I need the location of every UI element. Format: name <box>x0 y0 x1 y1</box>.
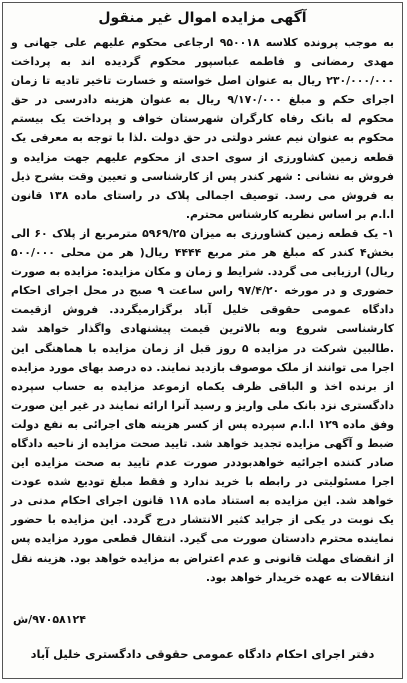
reference-number: ۹۷۰۵۸۱۲۴/ش <box>13 613 86 626</box>
auction-notice <box>2 2 403 679</box>
issuer-signature: دفتر اجرای احکام دادگاه عمومی حقوقی دادگستری خلیل آباد <box>30 647 375 661</box>
notice-paragraph-intro: به موجب پرونده کلاسه ۹۵۰۰۱۸ ارجاعی محکوم علیهم علی جهانی و مهدی رمضانی و فاطمه عباسپور محکوم گردیده اند به پرداخت ۲۳۰/۰۰۰/۰۰۰ ریال به عنوان اصل خواسته و خسارت تاخیر تادیه تا زمان اجرای حکم و مبلغ ۹/۱۷۰/۰۰۰ ریال به عنوان هزینه دادرسی در حق محکوم له بانک رفاه کارگران شهرستان خواف و پرداخت یک بیستم محکوم به عنوان نیم عشر دولتی در حق دولت .لذا با توجه به معرفی یک قطعه زمین کشاورزی از سوی احدی از محکوم علیهم جهت مزایده و فروش به نشانی : شهر کندر پس از کارشناسی و تعیین وقت بشرح ذیل به فروش می رسد. توصیف اجمالی پلاک در راستای ماده ۱۳۸ قانون ا.ا.م بر اساس نظریه کارشناس محترم. <box>11 36 394 221</box>
notice-body <box>11 33 394 587</box>
notice-paragraph-terms: ۱- یک قطعه زمین کشاورزی به میزان ۵۹۶۹/۲۵ مترمربع از پلاک ۶۰ الی بخش۴ کندر که مبلغ هر متر مربع ۴۴۴۴ ریال( هر من محلی ۵۰۰/۰۰۰ ریال) ارزیابی می گردد. شرایط و زمان و مکان مزایده: مزایده به صورت حضوری و در مورخه ۹۷/۴/۲۰ راس ساعت ۹ صبح در محل اجرای احکام دادگاه عمومی حقوقی خلیل آباد برگزارمیگردد. فروش ازقیمت کارشناسی شروع وبه بالاترین قیمت پیشنهادی واگذار خواهد شد .طالبین شرکت در مزایده ۵ روز قبل از زمان مزایده با هماهنگی این اجرا می توانند از ملک موصوف بازدید نمایند. ده درصد بهای مورد مزایده از برنده اخذ و الباقی ظرف یکماه ازموعد مزایده به حساب سپرده دادگستری نزد بانک ملی واریز و رسید آنرا ارائه نمایند در غیر این صورت وفق ماده ۱۲۹ ا.ا.م سپرده پس از کسر هزینه های اجرائی به نفع دولت ضبط و آگهی مزایده تجدید خواهد شد. تایید صحت مزایده از ناحیه دادگاه صادر کننده اجرائیه خواهدبوددر صورت عدم تایید به صحت مزایده این اجرا مسئولیتی در رابطه با خرید ندارد و فقط مبلغ تودیع شده عودت خواهد شد. این مزایده به استناد ماده ۱۱۸ قانون اجرای احکام مدنی در یک نوبت در یکی از جراید کثیر الانتشار درج گردد. این مزایده با حضور نماینده محترم دادستان صورت می گیرد. انتقال قطعی مورد مزایده پس از انقضای مهلت قانونی و عدم اعتراض به مزایده خواهد بود. هزینه نقل انتقالات به عهده خریدار خواهد بود. <box>11 226 394 584</box>
notice-title: آگهی مزایده اموال غیر منقول <box>98 10 307 26</box>
